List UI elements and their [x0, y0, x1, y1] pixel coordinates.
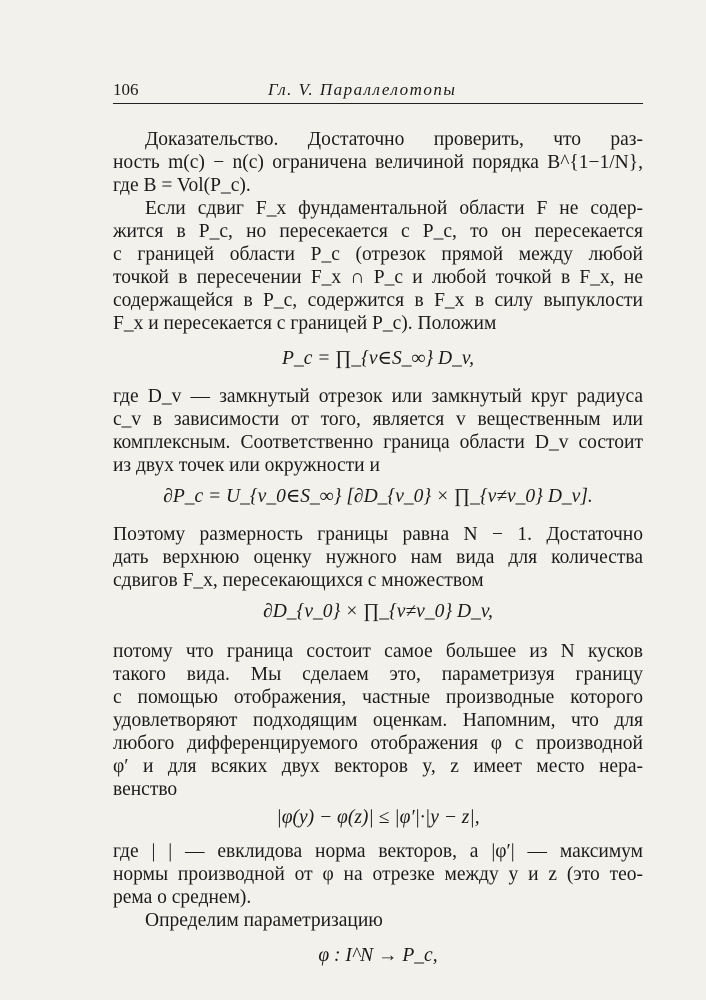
text-line: дать верхнюю оценку нужного нам вида для количества [113, 547, 643, 568]
text-line: Определим параметризацию [145, 910, 383, 931]
text-line: удовлетворяют подходящим оценкам. Напомним, что для [113, 710, 643, 731]
text-line: где B = Vol(P_c). [113, 175, 251, 196]
text-line: комплексным. Соответственно граница области D_v состоит [113, 432, 643, 453]
text-line: Поэтому размерность границы равна N − 1. Достаточно [113, 524, 643, 545]
text-line: содержащейся в P_c, содержится в F_x в силу выпуклости [113, 290, 643, 311]
text-line: из двух точек или окружности и [113, 455, 380, 476]
text-line: ность m(c) − n(c) ограничена величиной порядка B^{1−1/N}, [113, 152, 643, 173]
text-line: где D_v — замкнутый отрезок или замкнутый круг радиуса [113, 386, 643, 407]
text-line: точкой в пересечении F_x ∩ P_c и любой точкой в F_x, не [113, 267, 643, 288]
text-line: любого дифференцируемого отображения φ с производной [113, 733, 643, 754]
text-line: с помощью отображения, частные производные которого [113, 687, 643, 708]
equation: P_c = ∏_{v∈S_∞} D_v, [282, 348, 474, 369]
text-line: такого вида. Мы сделаем это, параметризуя границу [113, 664, 643, 685]
page-number: 106 [113, 80, 139, 99]
text-line: c_v в зависимости от того, является v вещественным или [113, 409, 643, 430]
equation: ∂D_{v_0} × ∏_{v≠v_0} D_v, [263, 601, 493, 622]
text-line: φ′ и для всяких двух векторов y, z имеет место нера- [113, 756, 643, 777]
text-line: сдвигов F_x, пересекающихся с множеством [113, 570, 484, 591]
equation: ∂P_c = U_{v_0∈S_∞} [∂D_{v_0} × ∏_{v≠v_0} D_v]. [163, 486, 593, 507]
text-line: рема о среднем). [113, 887, 252, 908]
text-line: жится в P_c, но пересекается с P_c, то он пересекается [113, 221, 643, 242]
equation: |φ(y) − φ(z)| ≤ |φ′|·|y − z|, [276, 807, 480, 828]
running-title: Гл. V. Параллелотопы [268, 80, 457, 99]
text-line: Доказательство. Достаточно проверить, что раз- [145, 129, 643, 150]
text-line: Если сдвиг F_x фундаментальной области F не содер- [145, 198, 643, 219]
header-rule [113, 103, 643, 104]
text-line: с границей области P_c (отрезок прямой между любой [113, 244, 643, 265]
text-line: нормы производной от φ на отрезке между y и z (это тео- [113, 864, 643, 885]
text-line: где | | — евклидова норма векторов, а |φ′| — максимум [113, 841, 643, 862]
text-line: потому что граница состоит самое большее из N кусков [113, 641, 643, 662]
text-line: F_x и пересекается с границей P_c). Положим [113, 313, 497, 334]
text-line: венство [113, 779, 178, 800]
equation: φ : I^N → P_c, [318, 945, 438, 966]
